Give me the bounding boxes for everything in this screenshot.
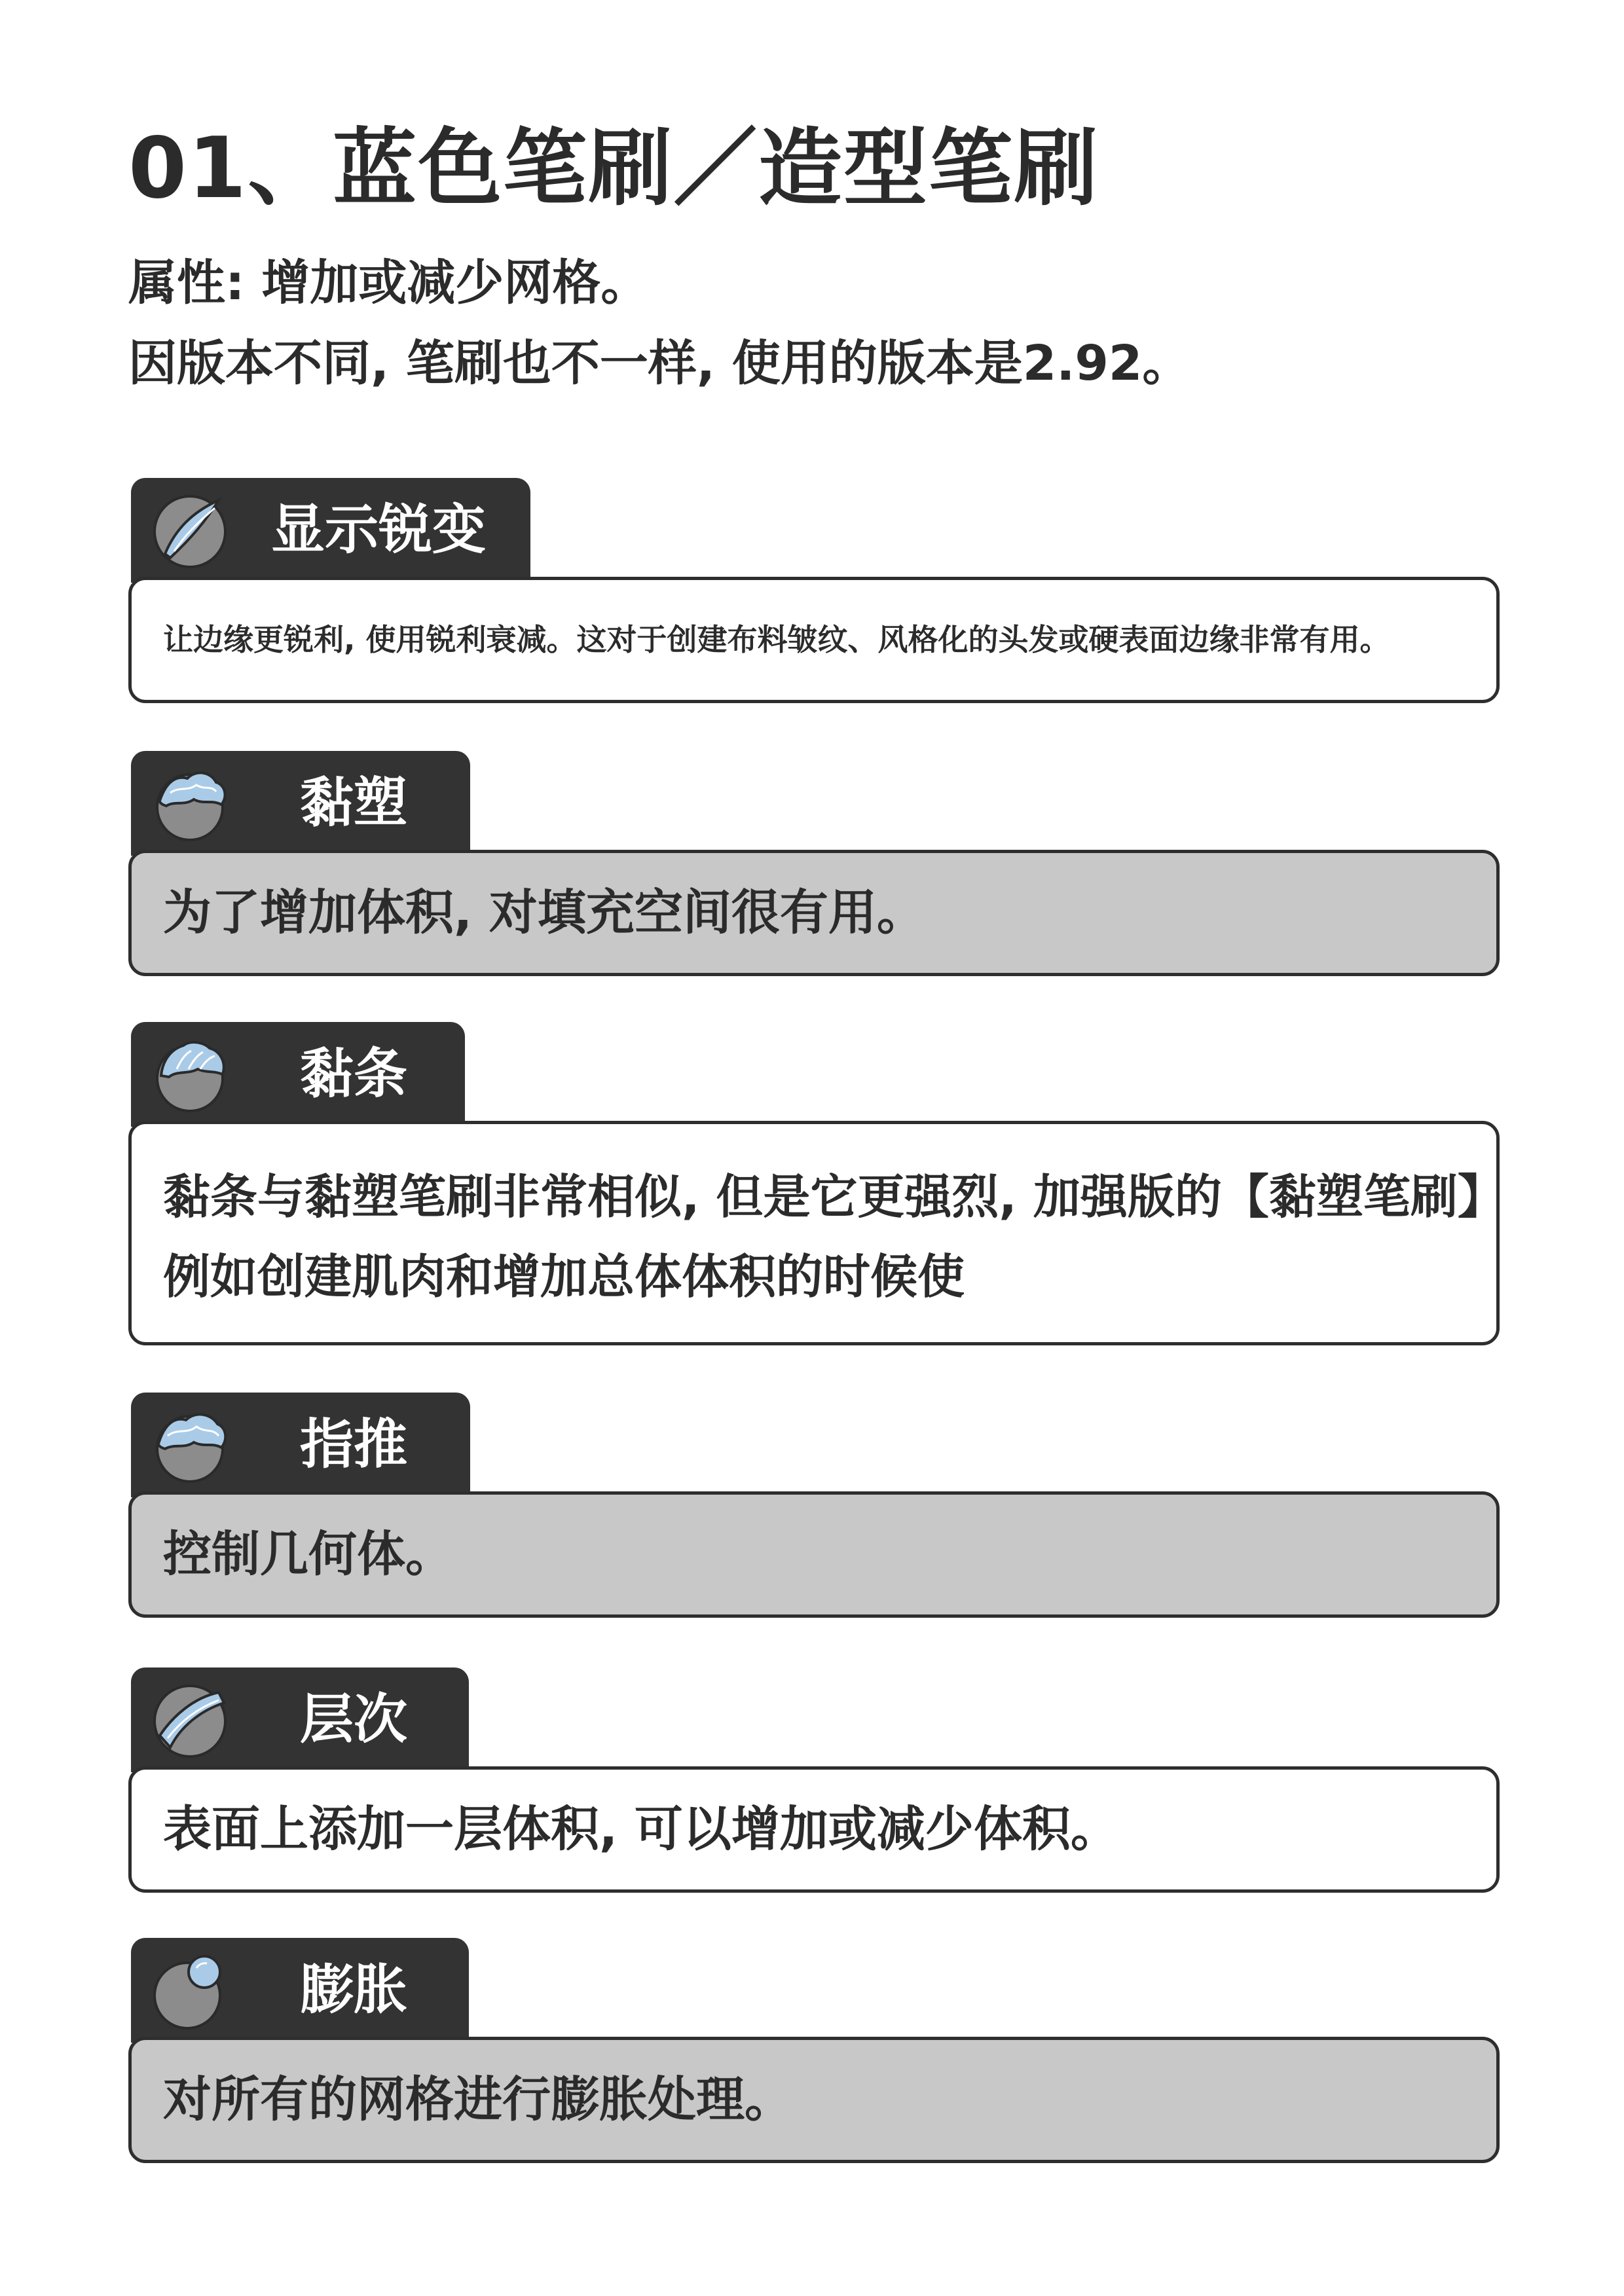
layer-brush-icon	[151, 1682, 229, 1760]
card-body	[128, 1121, 1505, 1345]
card-body-text: 让边缘更锐利, 使用锐利衰减。这对于创建布料皱纹、风格化的头发或硬表面边缘非常有用。	[163, 622, 1390, 657]
clay-thumb-brush-icon	[151, 1407, 229, 1485]
card-body	[128, 850, 1500, 976]
card-tab	[131, 1667, 469, 1772]
clay-brush-icon	[151, 765, 229, 844]
card-tab-label: 显示锐变	[271, 499, 487, 561]
card-body	[128, 577, 1500, 703]
card-body-text: 控制几何体。	[163, 1526, 454, 1582]
card-tab-label: 膨胀	[300, 1959, 408, 2021]
card-tab	[131, 1022, 465, 1127]
card-body	[128, 2037, 1500, 2163]
clay-strips-brush-icon	[151, 1036, 229, 1115]
inflate-brush-icon	[151, 1952, 229, 2031]
card-body	[128, 1766, 1500, 1893]
attribute-line: 属性: 增加或减少网格。	[128, 255, 650, 311]
version-line: 因版本不同, 笔刷也不一样, 使用的版本是2.92。	[128, 335, 1191, 392]
card-tab	[131, 1393, 470, 1497]
card-tab-label: 黏条	[300, 1043, 408, 1105]
card-tab-label: 黏塑	[300, 772, 408, 834]
card-body-text: 例如创建肌肉和增加总体体积的时候使	[163, 1249, 965, 1304]
card-tab-label: 指推	[300, 1413, 408, 1476]
card-body-text: 对所有的网格进行膨胀处理。	[163, 2071, 793, 2128]
card-tab	[131, 478, 530, 583]
draw-sharp-brush-icon	[151, 492, 229, 571]
card-body-text: 黏条与黏塑笔刷非常相似, 但是它更强烈, 加强版的【黏塑笔刷】	[163, 1169, 1505, 1224]
page-title: 01、蓝色笔刷／造型笔刷	[128, 120, 1099, 217]
card-body-text: 为了增加体积, 对填充空间很有用。	[163, 884, 925, 941]
card-body	[128, 1491, 1500, 1618]
card-body-text: 表面上添加一层体积, 可以增加或减少体积。	[163, 1801, 1119, 1857]
card-tab-label: 层次	[300, 1688, 408, 1751]
card-tab	[131, 751, 470, 856]
card-tab	[131, 1938, 469, 2043]
